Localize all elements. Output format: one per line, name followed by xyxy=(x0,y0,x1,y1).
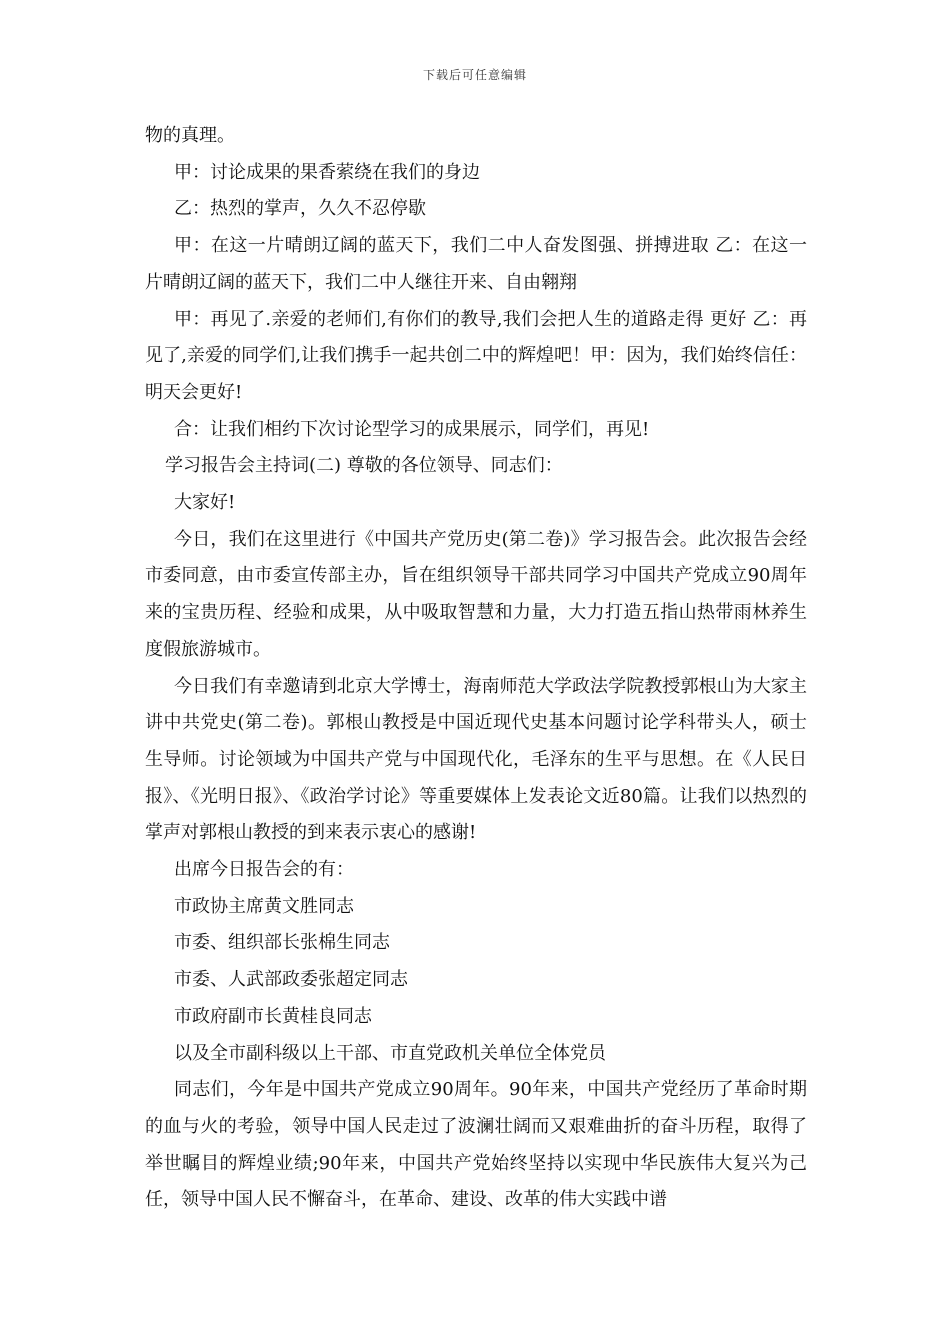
paragraph-greeting: 大家好! xyxy=(174,492,236,514)
paragraph-dialogue: 甲：再见了.亲爱的老师们,有你们的教导,我们会把人生的道路走得 更好 乙：再见了,亲爱的同学们,让我们携手一起共创二中的辉煌吧！甲：因为，我们始终信任：明天会更好! xyxy=(145,308,807,403)
attendee-item: 市委、人武部政委张超定同志 xyxy=(174,969,408,991)
attendee-item: 市政协主席黄文胜同志 xyxy=(174,895,354,917)
page-header-note: 下载后可任意编辑 xyxy=(422,68,527,82)
paragraph-body: 今日，我们在这里进行《中国共产党历史(第二卷)》学习报告会。此次报告会经市委同意，由市委宣传部主办，旨在组织领导干部共同学习中国共产党成立90周年来的宝贵历程、经验和成果，从中吸取智慧和力量，大力打造五指山热带雨林养生度假旅游城市。 xyxy=(145,528,807,660)
paragraph-dialogue: 甲：在这一片晴朗辽阔的蓝天下，我们二中人奋发图强、拼搏进取 乙：在这一片晴朗辽阔的蓝天下，我们二中人继往开来、自由翱翔 xyxy=(145,235,807,293)
paragraph-attendees-intro: 出席今日报告会的有： xyxy=(174,859,354,881)
attendee-item: 市委、组织部长张棉生同志 xyxy=(174,932,390,954)
paragraph-continuation: 物的真理。 xyxy=(145,125,235,146)
paragraph-dialogue: 甲：讨论成果的果香萦绕在我们的身边 xyxy=(174,161,480,183)
paragraph-dialogue: 乙：热烈的掌声，久久不忍停歇 xyxy=(174,198,426,220)
attendee-item: 以及全市副科级以上干部、市直党政机关单位全体党员 xyxy=(174,1042,606,1064)
document-body xyxy=(145,118,807,1219)
paragraph-body: 今日我们有幸邀请到北京大学博士，海南师范大学政法学院教授郭根山为大家主讲中共党史(第二卷)。郭根山教授是中国近现代史基本问题讨论学科带头人，硕士生导师。讨论领域为中国共产党与中国现代化，毛泽东的生平与思想。在《人民日报》、《光明日报》、《政治学讨论》等重要媒体上发表论文近80篇。让我们以热烈的掌声对郭根山教授的到来表示衷心的感谢! xyxy=(145,675,807,844)
section-title: 学习报告会主持词(二) 尊敬的各位领导、同志们： xyxy=(165,455,563,477)
paragraph-body: 同志们，今年是中国共产党成立90周年。90年来，中国共产党经历了革命时期的血与火的考验，领导中国人民走过了波澜壮阔而又艰难曲折的奋斗历程，取得了举世瞩目的辉煌业绩;90年来，中国共产党始终坚持以实现中华民族伟大复兴为己任，领导中国人民不懈奋斗，在革命、建设、改革的伟大实践中谱 xyxy=(145,1079,807,1211)
attendee-item: 市政府副市长黄桂良同志 xyxy=(174,1005,372,1027)
paragraph-dialogue: 合：让我们相约下次讨论型学习的成果展示，同学们，再见! xyxy=(174,418,650,440)
